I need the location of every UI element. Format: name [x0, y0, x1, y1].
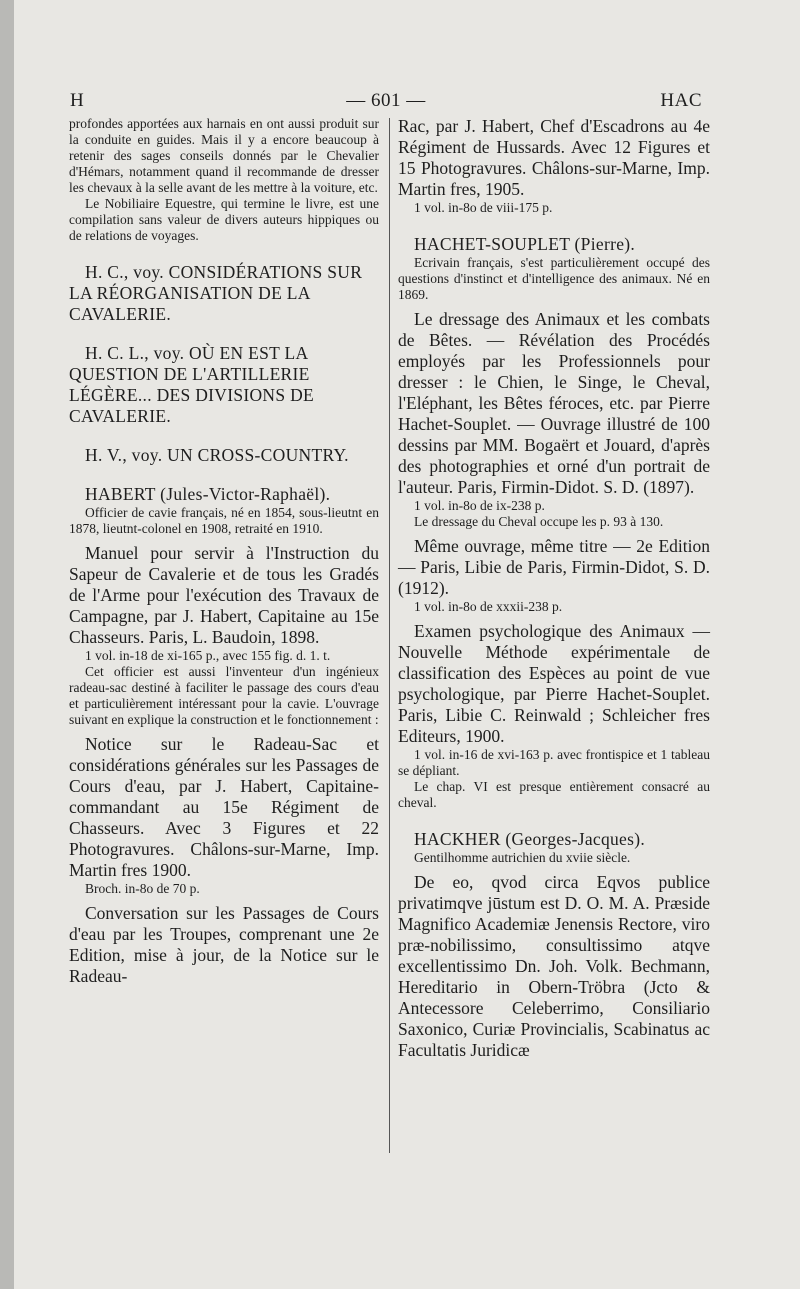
book-note: Cet officier est aussi l'inventeur d'un ingénieux radeau-sac destiné à faciliter le passage des cours d'eau et particulièrement intéressant pour la cavie. L'ouvrage suivant en explique la construction et le fonctionnement :	[69, 664, 379, 727]
right-column	[398, 116, 710, 1061]
paragraph: profondes apportées aux harnais en ont aussi produit sur la conduite en guides. Mais il y a encore beaucoup à retenir des sages conseils donnés par le Chevalier d'Hémars, notamment quand il recommande de dresser les chevaux à la selle avant de les mettre à la voiture, etc.	[69, 116, 379, 195]
author-bio: Officier de cavie français, né en 1854, sous-lieutnt en 1878, lieutnt-colonel en 1908, retraité en 1910.	[69, 505, 379, 536]
book-title: Manuel pour servir à l'Instruction du Sapeur de Cavalerie et de tous les Gradés de l'Arme pour l'exécution des Travaux de Campagne, par J. Habert, Capitaine au 15e Chasseurs. Paris, L. Baudoin, 1898.	[69, 543, 379, 647]
column-divider	[389, 118, 390, 1153]
book-title: Le dressage des Animaux et les combats de Bêtes. — Révélation des Procédés employés par les Professionnels pour dresser : le Chien, le Singe, le Cheval, l'Eléphant, les Bêtes féroces, etc. par Pierre Hachet-Souplet. — Ouvrage illustré de 100 dessins par MM. Bogaërt et Jouard, d'après des photographies et orné d'un portrait de l'auteur. Paris, Firmin-Didot. S. D. (1897).	[398, 309, 710, 497]
book-note: Le dressage du Cheval occupe les p. 93 à 130.	[414, 514, 664, 529]
book-note: Le chap. VI est presque entièrement consacré au cheval.	[398, 779, 710, 810]
book-format: 1 vol. in-18 de xi-165 p., avec 155 fig. d. 1. t.	[85, 648, 331, 663]
book-title: Conversation sur les Passages de Cours d'eau par les Troupes, comprenant une 2e Edition, mise à jour, de la Notice sur le Radeau-	[69, 903, 379, 986]
page-number: — 601 —	[346, 90, 426, 111]
book-title: Notice sur le Radeau-Sac et considérations générales sur les Passages de Cours d'eau, par J. Habert, Capitaine-commandant au 15e Régiment de Chasseurs. Avec 3 Figures et 22 Photogravures. Châlons-sur-Marne, Imp. Martin fres 1900.	[69, 734, 379, 880]
author-heading: HACKHER (Georges-Jacques).	[414, 829, 646, 849]
entry-heading: H. V., voy. UN CROSS-COUNTRY.	[85, 445, 349, 465]
author-heading: HABERT (Jules-Victor-Raphaël).	[85, 484, 331, 504]
entry-heading: H. C., voy. CONSIDÉRATIONS SUR LA RÉORGANISATION DE LA CAVALERIE.	[69, 262, 363, 324]
left-column	[69, 116, 379, 987]
header-entry-range: HAC	[660, 90, 702, 111]
running-header	[70, 90, 702, 116]
book-title: De eo, qvod circa Eqvos publice privatimqve jūstum est D. O. M. A. Præside Magnifico Academiæ Jenensis Rectore, viro præ-nobilissimo, consultissimo atqve excellentissimo Dn. Joh. Volk. Bechmann, Hereditario in Obern-Tröbra (Jcto & Antecessore Celeberrimo, Consiliario Saxonico, Curiæ Provincialis, Scabinatus ac Facultatis Juridicæ	[398, 872, 710, 1060]
book-page	[14, 0, 800, 1289]
author-bio: Gentilhomme autrichien du xviie siècle.	[414, 850, 631, 865]
paragraph: Le Nobiliaire Equestre, qui termine le livre, est une compilation sans valeur de divers auteurs hippiques ou de relations de voyages.	[69, 196, 379, 243]
book-format: 1 vol. in-8o de xxxii-238 p.	[414, 599, 563, 614]
book-format: 1 vol. in-16 de xvi-163 p. avec frontispice et 1 tableau se dépliant.	[398, 747, 710, 778]
author-bio: Ecrivain français, s'est particulièrement occupé des questions d'instinct et d'intelligence des animaux. Né en 1869.	[398, 255, 710, 302]
header-letter: H	[70, 90, 85, 111]
book-title-continued: Rac, par J. Habert, Chef d'Escadrons au 4e Régiment de Hussards. Avec 12 Figures et 15 Photogravures. Châlons-sur-Marne, Imp. Martin fres, 1905.	[398, 116, 710, 199]
book-format: 1 vol. in-8o de viii-175 p.	[414, 200, 553, 215]
book-title: Examen psychologique des Animaux — Nouvelle Méthode expérimentale de classification des Espèces au point de vue psychologique, par Pierre Hachet-Souplet. Paris, Libie C. Reinwald ; Schleicher fres Editeurs, 1900.	[398, 621, 710, 746]
author-heading: HACHET-SOUPLET (Pierre).	[414, 234, 636, 254]
book-title: Même ouvrage, même titre — 2e Edition — Paris, Libie de Paris, Firmin-Didot, S. D. (1912).	[398, 536, 710, 598]
entry-heading: H. C. L., voy. OÙ EN EST LA QUESTION DE L'ARTILLERIE LÉGÈRE... DES DIVISIONS DE CAVALERIE.	[69, 343, 315, 426]
book-format: 1 vol. in-8o de ix-238 p.	[414, 498, 545, 513]
book-format: Broch. in-8o de 70 p.	[85, 881, 200, 896]
